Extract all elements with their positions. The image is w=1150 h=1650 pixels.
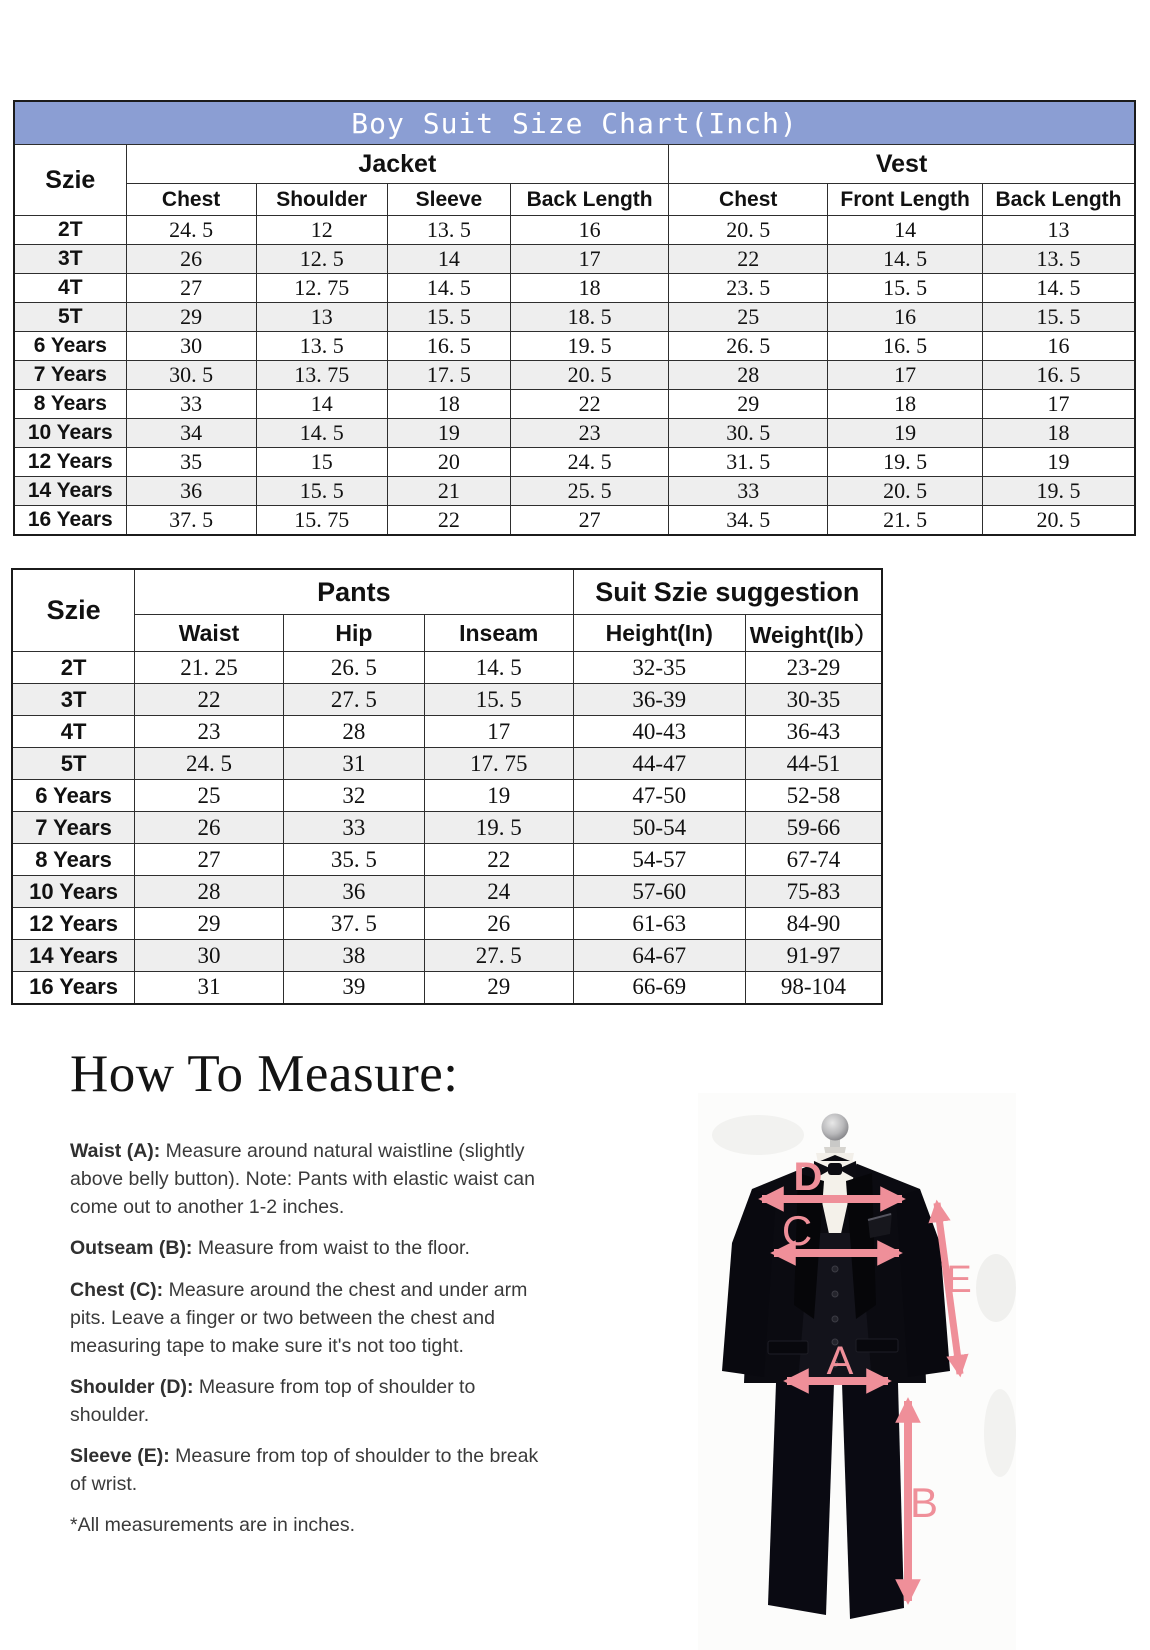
size-column-header: Szie <box>12 569 135 652</box>
column-header: Back Length <box>982 184 1135 216</box>
size-cell: 16 Years <box>12 972 135 1004</box>
value-cell: 15. 5 <box>424 684 573 716</box>
sub-header-row <box>12 615 882 652</box>
vest-group-header: Vest <box>669 145 1135 184</box>
measure-term: Chest (C): <box>70 1278 164 1301</box>
size-cell: 7 Years <box>12 812 135 844</box>
measure-instruction <box>70 1442 554 1498</box>
value-cell: 19. 5 <box>828 448 983 477</box>
value-cell: 15. 5 <box>256 477 387 506</box>
value-cell: 18. 5 <box>511 303 669 332</box>
value-cell: 98-104 <box>745 972 882 1004</box>
value-cell: 66-69 <box>573 972 745 1004</box>
table-row <box>12 844 882 876</box>
value-cell: 36-39 <box>573 684 745 716</box>
table-row <box>14 506 1135 535</box>
table-row <box>12 652 882 684</box>
label-a: A <box>826 1339 854 1383</box>
measure-instruction <box>70 1137 554 1221</box>
size-cell: 6 Years <box>12 780 135 812</box>
value-cell: 35. 5 <box>283 844 424 876</box>
jacket-pocket-flap <box>768 1341 808 1354</box>
column-header: Chest <box>126 184 256 216</box>
measure-text: Measure around natural waistline (slightly above belly button). Note: Pants with elastic waist can come out to another 1-2 inches. <box>70 1140 535 1219</box>
table-row <box>12 812 882 844</box>
value-cell: 17. 75 <box>424 748 573 780</box>
value-cell: 16 <box>982 332 1135 361</box>
suit-measurement-diagram <box>698 1093 1016 1650</box>
value-cell: 29 <box>424 972 573 1004</box>
size-cell: 4T <box>12 716 135 748</box>
size-cell: 4T <box>14 274 126 303</box>
table-row <box>14 303 1135 332</box>
value-cell: 13. 5 <box>982 245 1135 274</box>
size-cell: 10 Years <box>12 876 135 908</box>
value-cell: 44-47 <box>573 748 745 780</box>
table-row <box>14 477 1135 506</box>
value-cell: 36 <box>126 477 256 506</box>
measure-term: Shoulder (D): <box>70 1375 194 1398</box>
value-cell: 52-58 <box>745 780 882 812</box>
value-cell: 19 <box>424 780 573 812</box>
value-cell: 27 <box>126 274 256 303</box>
value-cell: 17 <box>424 716 573 748</box>
value-cell: 15 <box>256 448 387 477</box>
value-cell: 22 <box>511 390 669 419</box>
size-cell: 12 Years <box>14 448 126 477</box>
value-cell: 25 <box>135 780 284 812</box>
value-cell: 26 <box>424 908 573 940</box>
value-cell: 34. 5 <box>669 506 828 535</box>
label-b: B <box>909 1479 939 1526</box>
jacket-group-header: Jacket <box>126 145 669 184</box>
value-cell: 21 <box>387 477 510 506</box>
value-cell: 24. 5 <box>135 748 284 780</box>
size-cell: 8 Years <box>12 844 135 876</box>
mannequin-head <box>822 1114 849 1141</box>
value-cell: 22 <box>424 844 573 876</box>
table-row <box>12 940 882 972</box>
size-cell: 12 Years <box>12 908 135 940</box>
size-cell: 2T <box>12 652 135 684</box>
value-cell: 59-66 <box>745 812 882 844</box>
size-cell: 16 Years <box>14 506 126 535</box>
measure-text: Measure around the chest and under arm pits. Leave a finger or two between the chest and measuring tape to make sure it's not too tight. <box>70 1278 528 1357</box>
value-cell: 30 <box>126 332 256 361</box>
value-cell: 28 <box>135 876 284 908</box>
value-cell: 30. 5 <box>126 361 256 390</box>
value-cell: 14 <box>828 216 983 245</box>
value-cell: 15. 5 <box>982 303 1135 332</box>
size-cell: 2T <box>14 216 126 245</box>
column-header: Chest <box>669 184 828 216</box>
pants-right-leg <box>842 1383 904 1619</box>
value-cell: 16. 5 <box>982 361 1135 390</box>
column-header: Inseam <box>424 615 573 652</box>
value-cell: 33 <box>126 390 256 419</box>
background-shadow <box>976 1254 1016 1322</box>
value-cell: 15. 5 <box>828 274 983 303</box>
value-cell: 27 <box>511 506 669 535</box>
size-cell: 5T <box>14 303 126 332</box>
measure-text: Measure from waist to the floor. <box>192 1237 470 1260</box>
value-cell: 13. 5 <box>256 332 387 361</box>
value-cell: 26. 5 <box>283 652 424 684</box>
measure-instruction <box>70 1373 554 1429</box>
background-shadow <box>712 1115 804 1155</box>
table-row <box>12 908 882 940</box>
value-cell: 20. 5 <box>511 361 669 390</box>
value-cell: 47-50 <box>573 780 745 812</box>
value-cell: 27. 5 <box>424 940 573 972</box>
value-cell: 13 <box>256 303 387 332</box>
value-cell: 18 <box>511 274 669 303</box>
size-column-header: Szie <box>14 145 126 216</box>
value-cell: 23 <box>511 419 669 448</box>
column-header: Hip <box>283 615 424 652</box>
value-cell: 19 <box>828 419 983 448</box>
table-row <box>12 716 882 748</box>
label-c: C <box>781 1207 813 1254</box>
value-cell: 31. 5 <box>669 448 828 477</box>
measure-term: Outseam (B): <box>70 1237 193 1260</box>
value-cell: 16. 5 <box>387 332 510 361</box>
value-cell: 22 <box>669 245 828 274</box>
value-cell: 22 <box>387 506 510 535</box>
pants-group-header: Pants <box>135 569 573 615</box>
value-cell: 19. 5 <box>982 477 1135 506</box>
value-cell: 29 <box>669 390 828 419</box>
chart-title: Boy Suit Size Chart(Inch) <box>14 101 1135 145</box>
size-cell: 10 Years <box>14 419 126 448</box>
value-cell: 36 <box>283 876 424 908</box>
value-cell: 24. 5 <box>126 216 256 245</box>
value-cell: 22 <box>135 684 284 716</box>
value-cell: 17. 5 <box>387 361 510 390</box>
value-cell: 18 <box>982 419 1135 448</box>
value-cell: 14 <box>256 390 387 419</box>
sub-header-row <box>14 184 1135 216</box>
table-row <box>14 216 1135 245</box>
table-row <box>14 390 1135 419</box>
measure-text: Measure from top of shoulder to the break of wrist. <box>70 1444 539 1496</box>
value-cell: 19. 5 <box>424 812 573 844</box>
value-cell: 39 <box>283 972 424 1004</box>
size-cell: 7 Years <box>14 361 126 390</box>
value-cell: 84-90 <box>745 908 882 940</box>
value-cell: 29 <box>135 908 284 940</box>
how-to-measure-section <box>70 1046 554 1537</box>
size-cell: 8 Years <box>14 390 126 419</box>
column-header: Height(In) <box>573 615 745 652</box>
value-cell: 15. 5 <box>387 303 510 332</box>
value-cell: 16 <box>828 303 983 332</box>
value-cell: 26 <box>135 812 284 844</box>
value-cell: 23 <box>135 716 284 748</box>
size-cell: 6 Years <box>14 332 126 361</box>
value-cell: 67-74 <box>745 844 882 876</box>
value-cell: 18 <box>387 390 510 419</box>
value-cell: 28 <box>669 361 828 390</box>
value-cell: 14. 5 <box>982 274 1135 303</box>
table-row <box>14 361 1135 390</box>
pants-suggestion-size-table <box>11 568 883 1005</box>
column-header: Weight(Ib） <box>745 615 882 652</box>
title-row <box>14 101 1135 145</box>
value-cell: 30-35 <box>745 684 882 716</box>
value-cell: 13. 75 <box>256 361 387 390</box>
value-cell: 13. 5 <box>387 216 510 245</box>
value-cell: 21. 5 <box>828 506 983 535</box>
pants-left-leg <box>768 1383 834 1615</box>
value-cell: 24 <box>424 876 573 908</box>
value-cell: 44-51 <box>745 748 882 780</box>
table-row <box>14 448 1135 477</box>
value-cell: 17 <box>511 245 669 274</box>
table-row <box>12 748 882 780</box>
value-cell: 16. 5 <box>828 332 983 361</box>
value-cell: 14. 5 <box>828 245 983 274</box>
column-header: Waist <box>135 615 284 652</box>
value-cell: 18 <box>828 390 983 419</box>
vest-button <box>832 1316 838 1322</box>
value-cell: 16 <box>511 216 669 245</box>
value-cell: 14. 5 <box>424 652 573 684</box>
value-cell: 19 <box>387 419 510 448</box>
value-cell: 25. 5 <box>511 477 669 506</box>
value-cell: 12. 5 <box>256 245 387 274</box>
table-row <box>12 876 882 908</box>
value-cell: 20. 5 <box>669 216 828 245</box>
value-cell: 17 <box>982 390 1135 419</box>
value-cell: 20. 5 <box>982 506 1135 535</box>
value-cell: 54-57 <box>573 844 745 876</box>
column-header: Shoulder <box>256 184 387 216</box>
table-row <box>14 245 1135 274</box>
size-cell: 14 Years <box>14 477 126 506</box>
column-header: Sleeve <box>387 184 510 216</box>
label-e: E <box>946 1259 972 1301</box>
value-cell: 37. 5 <box>283 908 424 940</box>
value-cell: 33 <box>283 812 424 844</box>
size-cell: 14 Years <box>12 940 135 972</box>
value-cell: 32-35 <box>573 652 745 684</box>
value-cell: 35 <box>126 448 256 477</box>
suit-suggestion-group-header: Suit Szie suggestion <box>573 569 882 615</box>
value-cell: 40-43 <box>573 716 745 748</box>
background-shadow <box>984 1389 1016 1477</box>
table-row <box>14 274 1135 303</box>
table-row <box>12 972 882 1004</box>
value-cell: 34 <box>126 419 256 448</box>
value-cell: 15. 75 <box>256 506 387 535</box>
table-row <box>12 780 882 812</box>
group-header-row <box>12 569 882 615</box>
measurements-footnote: *All measurements are in inches. <box>70 1514 356 1537</box>
value-cell: 23. 5 <box>669 274 828 303</box>
table-row <box>12 684 882 716</box>
value-cell: 91-97 <box>745 940 882 972</box>
value-cell: 17 <box>828 361 983 390</box>
value-cell: 29 <box>126 303 256 332</box>
how-to-measure-heading: How To Measure: <box>70 1045 459 1103</box>
value-cell: 50-54 <box>573 812 745 844</box>
value-cell: 26. 5 <box>669 332 828 361</box>
value-cell: 20. 5 <box>828 477 983 506</box>
value-cell: 57-60 <box>573 876 745 908</box>
value-cell: 30. 5 <box>669 419 828 448</box>
measure-term: Sleeve (E): <box>70 1444 170 1467</box>
measure-instruction <box>70 1234 554 1262</box>
column-header: Front Length <box>828 184 983 216</box>
value-cell: 37. 5 <box>126 506 256 535</box>
value-cell: 26 <box>126 245 256 274</box>
value-cell: 33 <box>669 477 828 506</box>
jacket-pocket-flap <box>856 1339 898 1352</box>
value-cell: 28 <box>283 716 424 748</box>
size-cell: 5T <box>12 748 135 780</box>
measure-instructions <box>70 1137 554 1498</box>
value-cell: 24. 5 <box>511 448 669 477</box>
value-cell: 14. 5 <box>387 274 510 303</box>
group-header-row <box>14 145 1135 184</box>
table-row <box>14 419 1135 448</box>
value-cell: 27 <box>135 844 284 876</box>
vest-button <box>832 1291 838 1297</box>
value-cell: 21. 25 <box>135 652 284 684</box>
value-cell: 38 <box>283 940 424 972</box>
value-cell: 31 <box>135 972 284 1004</box>
value-cell: 12. 75 <box>256 274 387 303</box>
value-cell: 30 <box>135 940 284 972</box>
value-cell: 32 <box>283 780 424 812</box>
value-cell: 14. 5 <box>256 419 387 448</box>
column-header: Back Length <box>511 184 669 216</box>
value-cell: 27. 5 <box>283 684 424 716</box>
value-cell: 25 <box>669 303 828 332</box>
measure-text: Measure from top of shoulder to shoulder. <box>70 1375 476 1426</box>
value-cell: 75-83 <box>745 876 882 908</box>
table-row <box>14 332 1135 361</box>
value-cell: 12 <box>256 216 387 245</box>
size-cell: 3T <box>14 245 126 274</box>
measure-instruction <box>70 1276 554 1360</box>
value-cell: 13 <box>982 216 1135 245</box>
value-cell: 64-67 <box>573 940 745 972</box>
value-cell: 19 <box>982 448 1135 477</box>
value-cell: 36-43 <box>745 716 882 748</box>
value-cell: 19. 5 <box>511 332 669 361</box>
label-d: D <box>793 1155 823 1199</box>
value-cell: 23-29 <box>745 652 882 684</box>
size-cell: 3T <box>12 684 135 716</box>
vest-button <box>832 1266 838 1272</box>
value-cell: 20 <box>387 448 510 477</box>
value-cell: 14 <box>387 245 510 274</box>
value-cell: 31 <box>283 748 424 780</box>
value-cell: 61-63 <box>573 908 745 940</box>
measure-term: Waist (A): <box>70 1140 161 1163</box>
jacket-vest-size-table <box>13 100 1136 536</box>
